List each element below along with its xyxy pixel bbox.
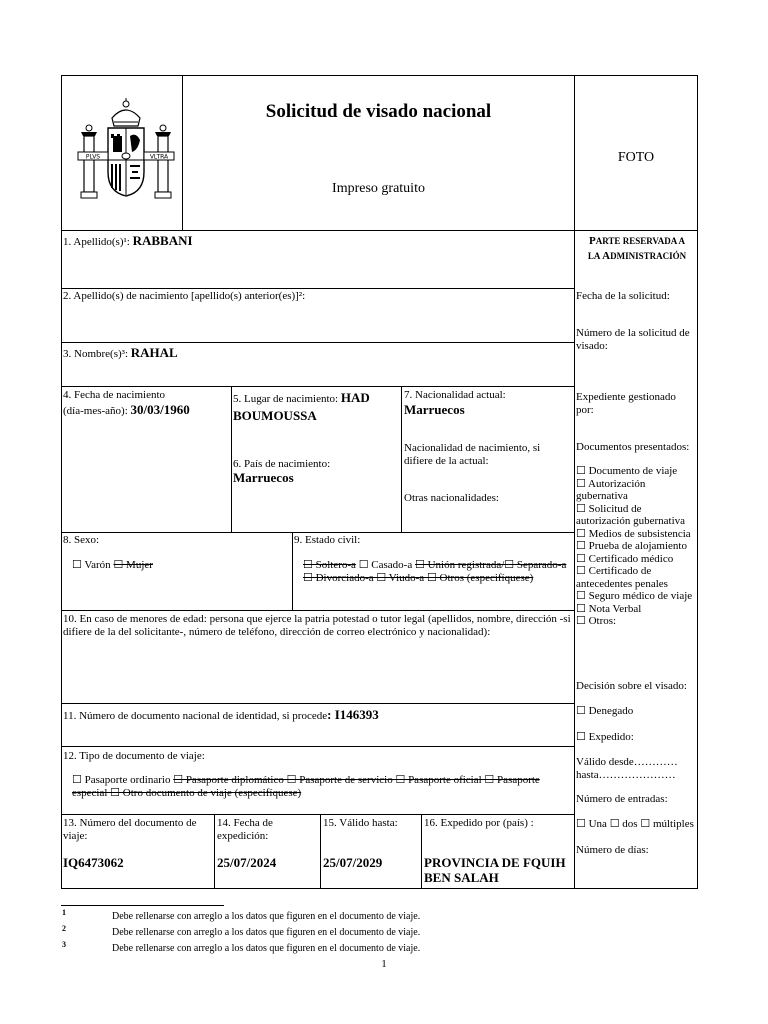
- form-subtitle: Impreso gratuito: [332, 181, 425, 196]
- admin-doc-item[interactable]: ☐ Certificado de antecedentes penales: [576, 565, 668, 590]
- travel-doc-type-label: 12. Tipo de documento de viaje:: [63, 750, 205, 762]
- admin-doc-item[interactable]: ☐ Nota Verbal: [576, 602, 642, 615]
- travel-doc-other-types[interactable]: ☐ Pasaporte diplomático ☐ Pasaporte de servicio ☐ Pasaporte oficial ☐ Pasaporte especial ☐ Otro documento de viaje (especifíquese): [72, 774, 540, 799]
- admin-refused-option[interactable]: ☐ Denegado: [576, 705, 634, 717]
- sex-option-male[interactable]: ☐ Varón: [72, 559, 114, 571]
- admin-documents-title: Documentos presentados:: [576, 441, 690, 453]
- issued-by-value[interactable]: PROVINCIA DE FQUIH BEN SALAH: [424, 855, 566, 885]
- travel-doc-number-value[interactable]: IQ6473062: [63, 855, 124, 870]
- valid-until-value[interactable]: 25/07/2029: [323, 855, 383, 870]
- civil-status-married[interactable]: ☐ Casado-a: [355, 559, 415, 571]
- birth-country-value[interactable]: Marruecos: [233, 470, 294, 485]
- birth-place-label: 5. Lugar de nacimiento:: [233, 393, 341, 405]
- surname-value: RABBANI: [132, 233, 193, 248]
- id-number-label: 11. Número de documento nacional de identidad, si procede: [63, 710, 328, 722]
- surname-label: 1. Apellido(s)¹:: [63, 236, 133, 248]
- travel-doc-number-label: 13. Número del documento de viaje:: [63, 817, 197, 842]
- admin-doc-item[interactable]: ☐ Medios de subsistencia: [576, 527, 691, 540]
- travel-doc-type-options[interactable]: [72, 774, 570, 800]
- sex-options[interactable]: [72, 559, 153, 572]
- admin-doc-item[interactable]: ☐ Solicitud de autorización gubernativa: [576, 502, 686, 527]
- civil-status-label: 9. Estado civil:: [294, 534, 361, 546]
- civil-status-other-2[interactable]: ☐ Divorciado-a ☐ Viudo-a ☐ Otros (especifíquese): [303, 572, 534, 584]
- admin-valid-until: hasta…………………: [576, 769, 676, 781]
- civil-status-other-1[interactable]: ☐ Unión registrada/☐ Separado-a: [414, 559, 567, 571]
- admin-section-heading: PARTE RESERVADA A LA ADMINISTRACIÓN: [587, 235, 687, 262]
- first-name-value: RAHAL: [130, 345, 178, 360]
- photo-placeholder-label: FOTO: [617, 150, 655, 165]
- admin-doc-item[interactable]: ☐ Autorización gubernativa: [576, 477, 646, 502]
- admin-doc-item[interactable]: ☐ Seguro médico de viaje: [576, 590, 693, 602]
- emblem-motto-left: PLVS: [85, 153, 101, 161]
- birth-date-label: 4. Fecha de nacimiento: [63, 389, 166, 401]
- footnote-separator: [61, 905, 224, 906]
- admin-days-title: Número de días:: [576, 844, 649, 856]
- page-number: 1: [381, 958, 387, 970]
- issue-date-value[interactable]: 25/07/2024: [217, 855, 277, 870]
- form-title: Solicitud de visado nacional: [265, 101, 492, 122]
- first-name-label: 3. Nombre(s)³:: [63, 348, 131, 360]
- admin-entries-title: Número de entradas:: [576, 793, 668, 805]
- id-number-value: : I146393: [327, 707, 379, 722]
- coat-of-arms-emblem: [76, 96, 176, 206]
- admin-documents-list: [576, 465, 697, 628]
- nationality-value[interactable]: Marruecos: [404, 402, 465, 417]
- birth-date-format-label: (día-mes-año):: [63, 405, 131, 417]
- admin-doc-item[interactable]: ☐ Documento de viaje: [576, 465, 678, 477]
- birth-place-value-2: BOUMOUSSA: [233, 408, 317, 423]
- civil-status-options[interactable]: [303, 559, 573, 585]
- birth-date-value: 30/03/1960: [130, 402, 190, 417]
- emblem-motto-right: VLTRA: [149, 153, 169, 161]
- birth-country-label: 6. País de nacimiento:: [233, 458, 331, 470]
- admin-doc-item[interactable]: ☐ Prueba de alojamiento: [576, 540, 687, 552]
- admin-case-handled-by: Expediente gestionado por:: [576, 391, 676, 416]
- admin-doc-item[interactable]: ☐ Certificado médico: [576, 552, 674, 565]
- birth-date-field[interactable]: [63, 401, 229, 419]
- first-name-field[interactable]: [63, 344, 571, 362]
- nationality-label: 7. Nacionalidad actual:: [404, 389, 506, 401]
- civil-status-single[interactable]: ☐ Soltero-a: [303, 559, 356, 571]
- admin-application-date: Fecha de la solicitud:: [576, 290, 670, 302]
- admin-decision-title: Decisión sobre el visado:: [576, 680, 687, 692]
- birth-place-value-1: HAD: [340, 390, 370, 405]
- admin-issued-option[interactable]: ☐ Expedido:: [576, 731, 634, 743]
- admin-application-number: Número de la solicitud de visado:: [576, 327, 690, 352]
- sex-label: 8. Sexo:: [63, 534, 100, 546]
- issued-by-label: 16. Expedido por (país) :: [424, 817, 534, 829]
- admin-entries-options[interactable]: ☐ Una ☐ dos ☐ múltiples: [576, 818, 694, 830]
- surname-field[interactable]: [63, 232, 571, 250]
- id-number-field[interactable]: [63, 706, 571, 724]
- birth-nationality-label: Nacionalidad de nacimiento, si difiere de la actual:: [404, 442, 541, 467]
- travel-doc-ordinary[interactable]: ☐ Pasaporte ordinario: [72, 774, 174, 786]
- birth-place-field[interactable]: [233, 389, 399, 425]
- guardian-label: 10. En caso de menores de edad: persona que ejerce la patria potestad o tutor legal (apellidos, nombre, dirección -si difiere de la del solicitante-, número de teléfono, dirección de correo electrónico y nacionalidad):: [63, 613, 571, 638]
- admin-valid-from: Válido desde…………: [576, 756, 678, 768]
- issue-date-label: 14. Fecha de expedición:: [217, 817, 273, 842]
- other-nationalities-label: Otras nacionalidades:: [404, 492, 499, 504]
- birth-surname-label: 2. Apellido(s) de nacimiento [apellido(s) anterior(es)]²:: [63, 290, 306, 302]
- valid-until-label: 15. Válido hasta:: [323, 817, 398, 829]
- admin-doc-item[interactable]: ☐ Otros:: [576, 615, 617, 627]
- sex-option-female[interactable]: ☐ Mujer: [113, 559, 153, 571]
